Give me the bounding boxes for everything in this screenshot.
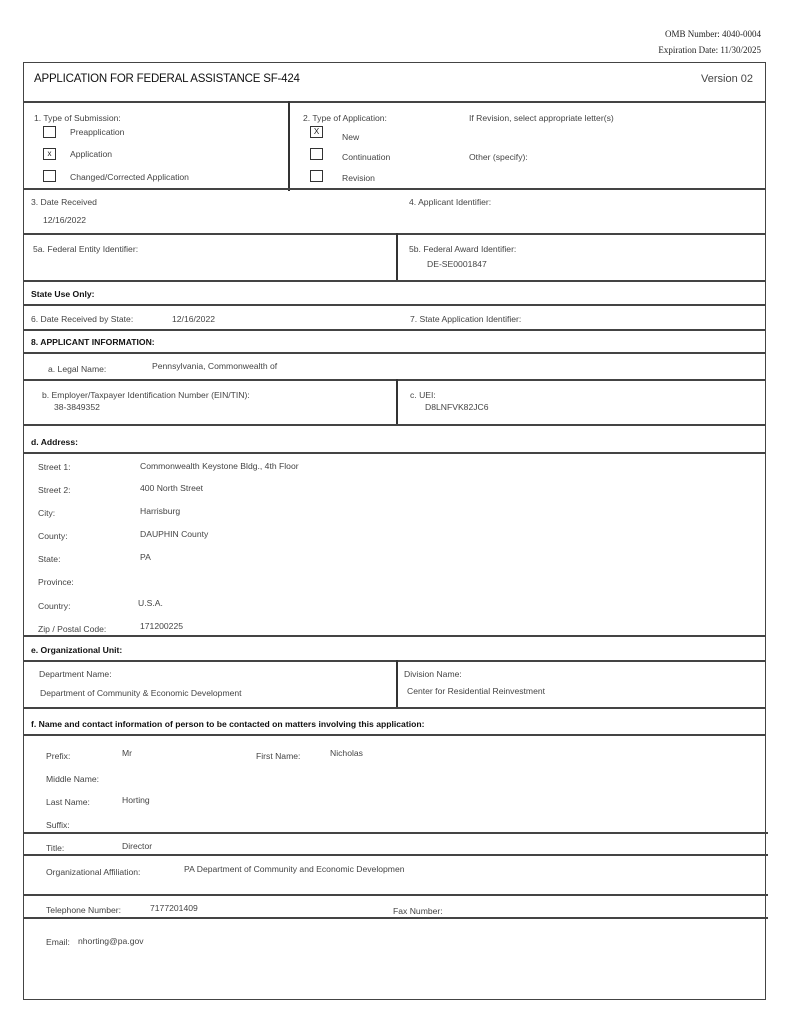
legal-name-value: Pennsylvania, Commonwealth of xyxy=(152,361,278,371)
organizational-affiliation-value: PA Department of Community and Economic Developmen xyxy=(184,864,405,874)
divider xyxy=(24,917,768,919)
omb-number: OMB Number: 4040-0004 xyxy=(665,29,761,39)
prefix-label: Prefix: xyxy=(46,751,71,761)
divider xyxy=(24,304,765,306)
contact-heading: f. Name and contact information of person to be contacted on matters involving this application: xyxy=(31,719,425,729)
divider xyxy=(24,452,765,454)
divider xyxy=(396,233,398,280)
option-revision-label: Revision xyxy=(342,173,375,183)
province-label: Province: xyxy=(38,577,74,587)
checkbox-revision[interactable] xyxy=(310,170,323,182)
divider xyxy=(24,188,765,190)
divider xyxy=(24,280,765,282)
suffix-label: Suffix: xyxy=(46,820,70,830)
type-of-application-label: 2. Type of Application: xyxy=(303,113,387,123)
email-label: Email: xyxy=(46,937,70,947)
applicant-identifier-label: 4. Applicant Identifier: xyxy=(409,197,492,207)
last-name-label: Last Name: xyxy=(46,797,90,807)
fax-label: Fax Number: xyxy=(393,906,443,916)
option-new-label: New xyxy=(342,132,360,142)
uei-label: c. UEI: xyxy=(410,390,436,400)
last-name-value: Horting xyxy=(122,795,150,805)
street2-value: 400 North Street xyxy=(140,483,204,493)
divider xyxy=(24,734,765,736)
divider xyxy=(24,379,765,381)
sf424-form xyxy=(23,62,766,1000)
federal-entity-identifier-label: 5a. Federal Entity Identifier: xyxy=(33,244,139,254)
federal-award-identifier-label: 5b. Federal Award Identifier: xyxy=(409,244,517,254)
address-heading: d. Address: xyxy=(31,437,78,447)
telephone-label: Telephone Number: xyxy=(46,905,122,915)
form-version: Version 02 xyxy=(701,73,753,85)
divider xyxy=(24,894,768,896)
state-use-only-heading: State Use Only: xyxy=(31,289,95,299)
division-name-label: Division Name: xyxy=(404,669,462,679)
uei-value: D8LNFVK82JC6 xyxy=(425,402,489,412)
first-name-label: First Name: xyxy=(256,751,301,761)
title-value: Director xyxy=(122,841,153,851)
state-value: PA xyxy=(140,552,151,562)
city-value: Harrisburg xyxy=(140,506,181,516)
type-of-submission-label: 1. Type of Submission: xyxy=(34,113,121,123)
division-name-value: Center for Residential Reinvestment xyxy=(407,686,546,696)
revision-letter-label: If Revision, select appropriate letter(s) xyxy=(469,113,614,123)
email-value: nhorting@pa.gov xyxy=(78,936,144,946)
divider xyxy=(24,329,765,331)
federal-award-identifier-value: DE-SE0001847 xyxy=(427,259,487,269)
divider xyxy=(24,832,768,834)
divider xyxy=(24,707,765,709)
checkbox-continuation[interactable] xyxy=(310,148,323,160)
first-name-value: Nicholas xyxy=(330,748,363,758)
street2-label: Street 2: xyxy=(38,485,71,495)
street1-value: Commonwealth Keystone Bldg., 4th Floor xyxy=(140,461,299,471)
county-value: DAUPHIN County xyxy=(140,529,209,539)
divider xyxy=(396,660,398,707)
divider xyxy=(24,233,765,235)
option-continuation-label: Continuation xyxy=(342,152,391,162)
country-value: U.S.A. xyxy=(138,598,163,608)
divider xyxy=(24,854,768,856)
divider xyxy=(288,101,290,191)
ein-value: 38-3849352 xyxy=(54,402,100,412)
divider xyxy=(24,352,765,354)
state-label: State: xyxy=(38,554,61,564)
organizational-unit-heading: e. Organizational Unit: xyxy=(31,645,123,655)
option-preapplication-label: Preapplication xyxy=(70,127,125,137)
divider xyxy=(24,101,765,103)
zip-label: Zip / Postal Code: xyxy=(38,624,107,634)
divider xyxy=(396,379,398,424)
department-name-label: Department Name: xyxy=(39,669,112,679)
checkbox-preapplication[interactable] xyxy=(43,126,56,138)
title-label: Title: xyxy=(46,843,65,853)
zip-value: 171200225 xyxy=(140,621,184,631)
applicant-information-heading: 8. APPLICANT INFORMATION: xyxy=(31,337,155,347)
divider xyxy=(24,660,765,662)
divider xyxy=(24,424,765,426)
expiration-date: Expiration Date: 11/30/2025 xyxy=(658,45,761,55)
organizational-affiliation-label: Organizational Affiliation: xyxy=(46,867,141,877)
telephone-value: 7177201409 xyxy=(150,903,198,913)
date-received-value: 12/16/2022 xyxy=(43,215,87,225)
state-application-identifier-label: 7. State Application Identifier: xyxy=(410,314,522,324)
checkbox-application[interactable]: x xyxy=(43,148,56,160)
date-received-by-state-value: 12/16/2022 xyxy=(172,314,216,324)
ein-label: b. Employer/Taxpayer Identification Number (EIN/TIN): xyxy=(42,390,250,400)
checkbox-new[interactable]: X xyxy=(310,126,323,138)
prefix-value: Mr xyxy=(122,748,133,758)
omb-info xyxy=(658,26,761,58)
option-application-label: Application xyxy=(70,149,113,159)
date-received-by-state-label: 6. Date Received by State: xyxy=(31,314,134,324)
middle-name-label: Middle Name: xyxy=(46,774,100,784)
country-label: Country: xyxy=(38,601,71,611)
other-specify-label: Other (specify): xyxy=(469,152,528,162)
legal-name-label: a. Legal Name: xyxy=(48,364,107,374)
divider xyxy=(24,635,765,637)
option-changed-corrected-label: Changed/Corrected Application xyxy=(70,172,189,182)
department-name-value: Department of Community & Economic Development xyxy=(40,688,242,698)
city-label: City: xyxy=(38,508,56,518)
checkbox-changed-corrected[interactable] xyxy=(43,170,56,182)
county-label: County: xyxy=(38,531,68,541)
street1-label: Street 1: xyxy=(38,462,71,472)
date-received-label: 3. Date Received xyxy=(31,197,97,207)
form-title: APPLICATION FOR FEDERAL ASSISTANCE SF-424 xyxy=(34,73,300,85)
